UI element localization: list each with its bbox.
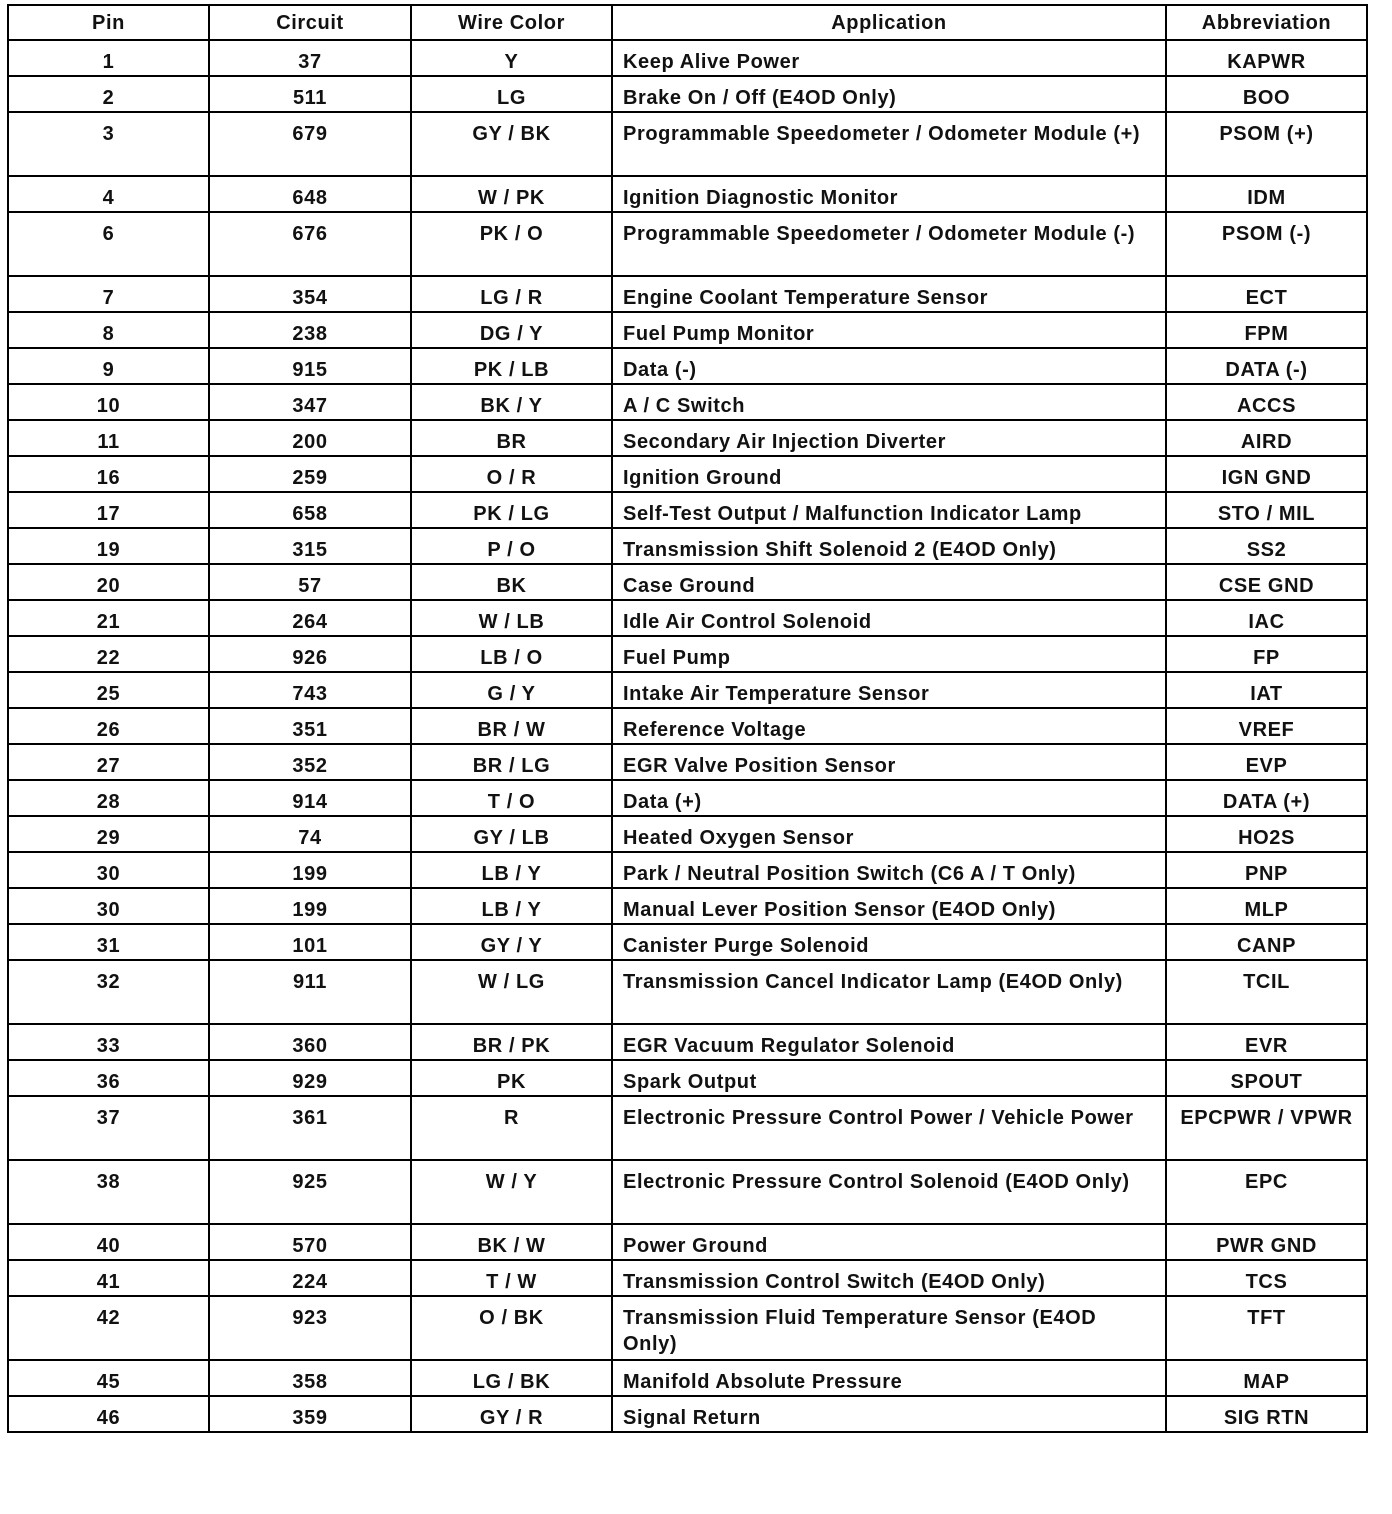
wire-color-cell: LB / Y	[411, 888, 612, 924]
circuit-cell: 315	[209, 528, 411, 564]
wire-color-cell: W / LG	[411, 960, 612, 1024]
table-row	[8, 420, 1367, 456]
abbreviation-cell: CANP	[1166, 924, 1367, 960]
circuit-cell: 911	[209, 960, 411, 1024]
application-cell: Data (+)	[612, 780, 1166, 816]
wire-color-cell: LG / BK	[411, 1360, 612, 1396]
table-row	[8, 112, 1367, 176]
table-row	[8, 564, 1367, 600]
table-row	[8, 636, 1367, 672]
wire-color-cell: LB / Y	[411, 852, 612, 888]
wire-color-cell: DG / Y	[411, 312, 612, 348]
pin-cell: 30	[8, 888, 209, 924]
circuit-cell: 359	[209, 1396, 411, 1432]
table-row	[8, 1024, 1367, 1060]
application-cell: Electronic Pressure Control Solenoid (E4OD Only)	[612, 1160, 1166, 1224]
abbreviation-cell: BOO	[1166, 76, 1367, 112]
header-circuit: Circuit	[209, 5, 411, 40]
wire-color-cell: G / Y	[411, 672, 612, 708]
table-row	[8, 492, 1367, 528]
circuit-cell: 199	[209, 888, 411, 924]
pin-table	[7, 4, 1368, 1433]
table-row	[8, 212, 1367, 276]
wire-color-cell: GY / R	[411, 1396, 612, 1432]
abbreviation-cell: IAC	[1166, 600, 1367, 636]
abbreviation-cell: TFT	[1166, 1296, 1367, 1360]
wire-color-cell: W / Y	[411, 1160, 612, 1224]
pin-cell: 30	[8, 852, 209, 888]
circuit-cell: 658	[209, 492, 411, 528]
table-row	[8, 600, 1367, 636]
circuit-cell: 648	[209, 176, 411, 212]
table-row	[8, 1096, 1367, 1160]
abbreviation-cell: FPM	[1166, 312, 1367, 348]
table-body	[8, 40, 1367, 1432]
pin-cell: 4	[8, 176, 209, 212]
table-row	[8, 1360, 1367, 1396]
abbreviation-cell: PSOM (-)	[1166, 212, 1367, 276]
pin-cell: 41	[8, 1260, 209, 1296]
application-cell: Manual Lever Position Sensor (E4OD Only)	[612, 888, 1166, 924]
wire-color-cell: BK / W	[411, 1224, 612, 1260]
table-row	[8, 960, 1367, 1024]
pin-cell: 16	[8, 456, 209, 492]
wire-color-cell: PK / LG	[411, 492, 612, 528]
abbreviation-cell: EVP	[1166, 744, 1367, 780]
application-cell: Park / Neutral Position Switch (C6 A / T Only)	[612, 852, 1166, 888]
pin-cell: 38	[8, 1160, 209, 1224]
table-row	[8, 348, 1367, 384]
table-row	[8, 384, 1367, 420]
abbreviation-cell: STO / MIL	[1166, 492, 1367, 528]
application-cell: Data (-)	[612, 348, 1166, 384]
wire-color-cell: BR / LG	[411, 744, 612, 780]
circuit-cell: 57	[209, 564, 411, 600]
abbreviation-cell: MAP	[1166, 1360, 1367, 1396]
pin-cell: 42	[8, 1296, 209, 1360]
abbreviation-cell: SPOUT	[1166, 1060, 1367, 1096]
abbreviation-cell: EVR	[1166, 1024, 1367, 1060]
application-cell: EGR Valve Position Sensor	[612, 744, 1166, 780]
wire-color-cell: LG	[411, 76, 612, 112]
wire-color-cell: W / PK	[411, 176, 612, 212]
abbreviation-cell: ECT	[1166, 276, 1367, 312]
table-row	[8, 1396, 1367, 1432]
wire-color-cell: P / O	[411, 528, 612, 564]
pin-cell: 21	[8, 600, 209, 636]
pin-cell: 9	[8, 348, 209, 384]
circuit-cell: 354	[209, 276, 411, 312]
circuit-cell: 679	[209, 112, 411, 176]
pin-cell: 19	[8, 528, 209, 564]
application-cell: Heated Oxygen Sensor	[612, 816, 1166, 852]
application-cell: Case Ground	[612, 564, 1166, 600]
abbreviation-cell: SS2	[1166, 528, 1367, 564]
application-cell: Signal Return	[612, 1396, 1166, 1432]
circuit-cell: 199	[209, 852, 411, 888]
table-row	[8, 852, 1367, 888]
wire-color-cell: W / LB	[411, 600, 612, 636]
pin-cell: 8	[8, 312, 209, 348]
abbreviation-cell: DATA (+)	[1166, 780, 1367, 816]
application-cell: Power Ground	[612, 1224, 1166, 1260]
table-row	[8, 744, 1367, 780]
table-row	[8, 276, 1367, 312]
abbreviation-cell: CSE GND	[1166, 564, 1367, 600]
header-application: Application	[612, 5, 1166, 40]
pin-cell: 6	[8, 212, 209, 276]
circuit-cell: 676	[209, 212, 411, 276]
circuit-cell: 511	[209, 76, 411, 112]
abbreviation-cell: EPC	[1166, 1160, 1367, 1224]
wire-color-cell: GY / BK	[411, 112, 612, 176]
application-cell: Transmission Shift Solenoid 2 (E4OD Only)	[612, 528, 1166, 564]
wire-color-cell: BR	[411, 420, 612, 456]
application-cell: Ignition Ground	[612, 456, 1166, 492]
circuit-cell: 74	[209, 816, 411, 852]
abbreviation-cell: AIRD	[1166, 420, 1367, 456]
abbreviation-cell: PWR GND	[1166, 1224, 1367, 1260]
wire-color-cell: O / R	[411, 456, 612, 492]
wire-color-cell: PK / O	[411, 212, 612, 276]
wire-color-cell: BR / PK	[411, 1024, 612, 1060]
abbreviation-cell: TCIL	[1166, 960, 1367, 1024]
abbreviation-cell: TCS	[1166, 1260, 1367, 1296]
circuit-cell: 914	[209, 780, 411, 816]
circuit-cell: 264	[209, 600, 411, 636]
circuit-cell: 238	[209, 312, 411, 348]
wire-color-cell: Y	[411, 40, 612, 76]
application-cell: Brake On / Off (E4OD Only)	[612, 76, 1166, 112]
pin-cell: 37	[8, 1096, 209, 1160]
pin-cell: 25	[8, 672, 209, 708]
application-cell: Fuel Pump	[612, 636, 1166, 672]
table-row	[8, 456, 1367, 492]
application-cell: Self-Test Output / Malfunction Indicator Lamp	[612, 492, 1166, 528]
application-cell: Programmable Speedometer / Odometer Module (+)	[612, 112, 1166, 176]
table-row	[8, 780, 1367, 816]
wire-color-cell: GY / LB	[411, 816, 612, 852]
circuit-cell: 351	[209, 708, 411, 744]
application-cell: Fuel Pump Monitor	[612, 312, 1166, 348]
header-row	[8, 5, 1367, 40]
table-row	[8, 1060, 1367, 1096]
table-row	[8, 40, 1367, 76]
abbreviation-cell: SIG RTN	[1166, 1396, 1367, 1432]
table-row	[8, 1260, 1367, 1296]
pin-cell: 2	[8, 76, 209, 112]
header-wire-color: Wire Color	[411, 5, 612, 40]
wire-color-cell: BK / Y	[411, 384, 612, 420]
circuit-cell: 101	[209, 924, 411, 960]
wire-color-cell: BK	[411, 564, 612, 600]
abbreviation-cell: IDM	[1166, 176, 1367, 212]
table-row	[8, 176, 1367, 212]
abbreviation-cell: ACCS	[1166, 384, 1367, 420]
application-cell: Spark Output	[612, 1060, 1166, 1096]
abbreviation-cell: EPCPWR / VPWR	[1166, 1096, 1367, 1160]
application-cell: Transmission Fluid Temperature Sensor (E4OD Only)	[612, 1296, 1166, 1360]
table-row	[8, 672, 1367, 708]
application-cell: Transmission Control Switch (E4OD Only)	[612, 1260, 1166, 1296]
wire-color-cell: BR / W	[411, 708, 612, 744]
application-cell: Transmission Cancel Indicator Lamp (E4OD Only)	[612, 960, 1166, 1024]
pin-cell: 10	[8, 384, 209, 420]
circuit-cell: 926	[209, 636, 411, 672]
abbreviation-cell: KAPWR	[1166, 40, 1367, 76]
circuit-cell: 925	[209, 1160, 411, 1224]
wire-color-cell: PK / LB	[411, 348, 612, 384]
pin-cell: 31	[8, 924, 209, 960]
pin-cell: 7	[8, 276, 209, 312]
table-row	[8, 1296, 1367, 1360]
application-cell: Ignition Diagnostic Monitor	[612, 176, 1166, 212]
table-row	[8, 708, 1367, 744]
pin-cell: 1	[8, 40, 209, 76]
table-row	[8, 76, 1367, 112]
application-cell: Engine Coolant Temperature Sensor	[612, 276, 1166, 312]
pin-cell: 36	[8, 1060, 209, 1096]
circuit-cell: 347	[209, 384, 411, 420]
header-pin: Pin	[8, 5, 209, 40]
abbreviation-cell: HO2S	[1166, 816, 1367, 852]
circuit-cell: 224	[209, 1260, 411, 1296]
abbreviation-cell: MLP	[1166, 888, 1367, 924]
pin-cell: 22	[8, 636, 209, 672]
wire-color-cell: GY / Y	[411, 924, 612, 960]
pin-cell: 45	[8, 1360, 209, 1396]
circuit-cell: 743	[209, 672, 411, 708]
table-row	[8, 1160, 1367, 1224]
circuit-cell: 200	[209, 420, 411, 456]
application-cell: Secondary Air Injection Diverter	[612, 420, 1166, 456]
application-cell: Keep Alive Power	[612, 40, 1166, 76]
pin-cell: 33	[8, 1024, 209, 1060]
abbreviation-cell: IAT	[1166, 672, 1367, 708]
circuit-cell: 358	[209, 1360, 411, 1396]
wire-color-cell: R	[411, 1096, 612, 1160]
pin-cell: 3	[8, 112, 209, 176]
circuit-cell: 360	[209, 1024, 411, 1060]
pin-cell: 11	[8, 420, 209, 456]
pin-cell: 28	[8, 780, 209, 816]
wire-color-cell: O / BK	[411, 1296, 612, 1360]
pin-cell: 46	[8, 1396, 209, 1432]
abbreviation-cell: FP	[1166, 636, 1367, 672]
circuit-cell: 923	[209, 1296, 411, 1360]
table-row	[8, 888, 1367, 924]
wire-color-cell: T / W	[411, 1260, 612, 1296]
application-cell: Programmable Speedometer / Odometer Module (-)	[612, 212, 1166, 276]
pin-cell: 17	[8, 492, 209, 528]
pin-cell: 32	[8, 960, 209, 1024]
application-cell: Manifold Absolute Pressure	[612, 1360, 1166, 1396]
pin-cell: 40	[8, 1224, 209, 1260]
circuit-cell: 570	[209, 1224, 411, 1260]
wire-color-cell: LB / O	[411, 636, 612, 672]
table-row	[8, 816, 1367, 852]
application-cell: Idle Air Control Solenoid	[612, 600, 1166, 636]
pin-cell: 27	[8, 744, 209, 780]
application-cell: Electronic Pressure Control Power / Vehicle Power	[612, 1096, 1166, 1160]
table-row	[8, 312, 1367, 348]
circuit-cell: 259	[209, 456, 411, 492]
wire-color-cell: PK	[411, 1060, 612, 1096]
table-row	[8, 1224, 1367, 1260]
application-cell: Reference Voltage	[612, 708, 1166, 744]
circuit-cell: 37	[209, 40, 411, 76]
application-cell: Canister Purge Solenoid	[612, 924, 1166, 960]
wire-color-cell: LG / R	[411, 276, 612, 312]
pin-cell: 29	[8, 816, 209, 852]
header-abbreviation: Abbreviation	[1166, 5, 1367, 40]
circuit-cell: 361	[209, 1096, 411, 1160]
pin-cell: 20	[8, 564, 209, 600]
table-row	[8, 528, 1367, 564]
pin-cell: 26	[8, 708, 209, 744]
application-cell: A / C Switch	[612, 384, 1166, 420]
abbreviation-cell: PNP	[1166, 852, 1367, 888]
abbreviation-cell: PSOM (+)	[1166, 112, 1367, 176]
abbreviation-cell: DATA (-)	[1166, 348, 1367, 384]
table-row	[8, 924, 1367, 960]
circuit-cell: 915	[209, 348, 411, 384]
circuit-cell: 352	[209, 744, 411, 780]
circuit-cell: 929	[209, 1060, 411, 1096]
application-cell: EGR Vacuum Regulator Solenoid	[612, 1024, 1166, 1060]
abbreviation-cell: IGN GND	[1166, 456, 1367, 492]
abbreviation-cell: VREF	[1166, 708, 1367, 744]
application-cell: Intake Air Temperature Sensor	[612, 672, 1166, 708]
wire-color-cell: T / O	[411, 780, 612, 816]
